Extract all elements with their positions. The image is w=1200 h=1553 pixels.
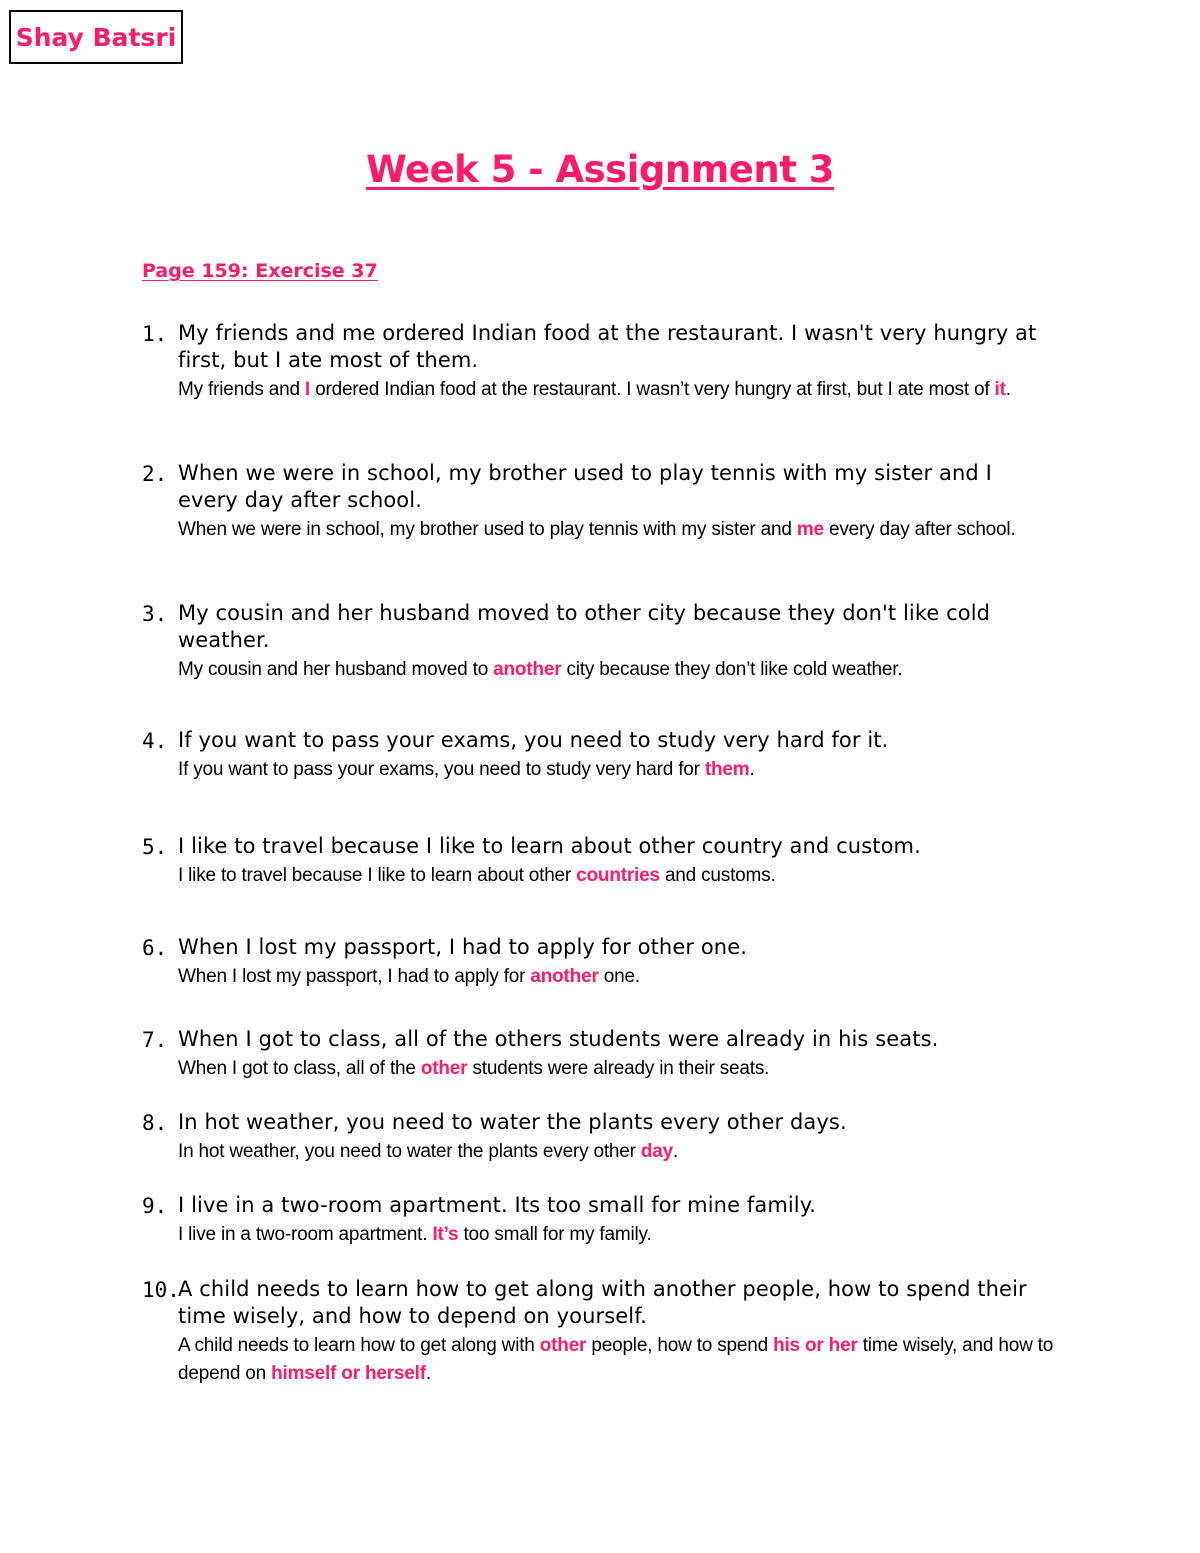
exercise-item bbox=[142, 600, 1072, 684]
correction-highlight: another bbox=[530, 966, 599, 987]
author-name-box bbox=[9, 10, 183, 64]
sentence-text: In hot weather, you need to water the plants every other bbox=[178, 1141, 641, 1162]
exercise-item bbox=[142, 934, 1072, 991]
section-heading: Page 159: Exercise 37 bbox=[142, 260, 378, 282]
exercise-item bbox=[142, 1276, 1072, 1388]
sentence-text: If you want to pass your exams, you need to study very hard for bbox=[178, 759, 705, 780]
corrected-sentence bbox=[178, 1055, 1068, 1083]
original-sentence: I like to travel because I like to learn about other country and custom. bbox=[178, 834, 921, 858]
original-sentence: When I lost my passport, I had to apply for other one. bbox=[178, 935, 748, 959]
original-sentence: My friends and me ordered Indian food at the restaurant. I wasn't very hungry at first, but I ate most of them. bbox=[178, 321, 1037, 372]
sentence-text: . bbox=[672, 1141, 679, 1162]
sentence-text: . bbox=[1005, 379, 1011, 400]
exercise-number: 7. bbox=[142, 1028, 168, 1052]
correction-highlight: other bbox=[539, 1335, 587, 1356]
correction-highlight: It’s bbox=[432, 1224, 459, 1245]
exercise-number: 5. bbox=[142, 835, 168, 859]
sentence-text: time wisely, and how to depend on bbox=[178, 1335, 1054, 1384]
sentence-text: students were already in their seats. bbox=[467, 1058, 770, 1079]
original-sentence: When I got to class, all of the others students were already in his seats. bbox=[178, 1027, 939, 1051]
sentence-text: When I lost my passport, I had to apply for bbox=[178, 966, 531, 987]
corrected-sentence bbox=[178, 516, 1068, 544]
sentence-text: My cousin and her husband moved to bbox=[178, 659, 494, 680]
correction-highlight: day bbox=[640, 1141, 673, 1162]
sentence-text: ordered Indian food at the restaurant. I wasn’t very hungry at first, but I ate most of bbox=[310, 379, 995, 400]
exercise-number: 2. bbox=[142, 462, 168, 486]
sentence-text: I live in a two-room apartment. bbox=[178, 1224, 433, 1245]
exercise-item bbox=[142, 460, 1072, 544]
correction-highlight: his or her bbox=[773, 1335, 858, 1356]
original-sentence: A child needs to learn how to get along with another people, how to spend their time wisely, and how to depend on yourself. bbox=[178, 1277, 1027, 1328]
original-sentence: My cousin and her husband moved to other city because they don't like cold weather. bbox=[178, 601, 991, 652]
sentence-text: I like to travel because I like to learn about other bbox=[178, 865, 577, 886]
sentence-text: When I got to class, all of the bbox=[178, 1058, 421, 1079]
original-sentence: In hot weather, you need to water the plants every other days. bbox=[178, 1110, 847, 1134]
sentence-text: A child needs to learn how to get along with bbox=[178, 1335, 540, 1356]
correction-highlight: I bbox=[304, 379, 310, 400]
sentence-text: people, how to spend bbox=[586, 1335, 774, 1356]
exercise-number: 1. bbox=[142, 322, 168, 346]
correction-highlight: other bbox=[420, 1058, 468, 1079]
corrected-sentence bbox=[178, 862, 1068, 890]
exercise-number: 3. bbox=[142, 602, 168, 626]
correction-highlight: himself or herself bbox=[271, 1363, 426, 1384]
corrected-sentence bbox=[178, 656, 1068, 684]
exercise-item bbox=[142, 320, 1072, 404]
corrected-sentence bbox=[178, 1138, 1068, 1166]
exercise-item bbox=[142, 833, 1072, 890]
correction-highlight: me bbox=[796, 519, 824, 540]
exercise-number: 10. bbox=[142, 1278, 180, 1302]
exercise-item bbox=[142, 727, 1072, 784]
original-sentence: If you want to pass your exams, you need to study very hard for it. bbox=[178, 728, 889, 752]
sentence-text: every day after school. bbox=[823, 519, 1016, 540]
sentence-text: city because they don’t like cold weather. bbox=[561, 659, 903, 680]
exercise-item bbox=[142, 1109, 1072, 1166]
sentence-text: When we were in school, my brother used to play tennis with my sister and bbox=[178, 519, 797, 540]
sentence-text: My friends and bbox=[178, 379, 305, 400]
correction-highlight: another bbox=[493, 659, 562, 680]
exercise-number: 8. bbox=[142, 1111, 168, 1135]
correction-highlight: them bbox=[704, 759, 750, 780]
original-sentence: When we were in school, my brother used to play tennis with my sister and I every day after school. bbox=[178, 461, 992, 512]
exercise-number: 4. bbox=[142, 729, 168, 753]
corrected-sentence bbox=[178, 756, 1068, 784]
sentence-text: . bbox=[425, 1363, 431, 1384]
page-title: Week 5 - Assignment 3 bbox=[365, 148, 835, 191]
corrected-sentence bbox=[178, 376, 1068, 404]
exercise-number: 6. bbox=[142, 936, 168, 960]
sentence-text: and customs. bbox=[659, 865, 776, 886]
exercise-item bbox=[142, 1026, 1072, 1083]
exercise-item bbox=[142, 1192, 1072, 1249]
corrected-sentence bbox=[178, 1221, 1068, 1249]
original-sentence: I live in a two-room apartment. Its too small for mine family. bbox=[178, 1193, 817, 1217]
corrected-sentence bbox=[178, 1332, 1068, 1388]
corrected-sentence bbox=[178, 963, 1068, 991]
exercise-number: 9. bbox=[142, 1194, 168, 1218]
correction-highlight: countries bbox=[576, 865, 660, 886]
author-name: Shay Batsri bbox=[15, 22, 177, 52]
sentence-text: too small for my family. bbox=[458, 1224, 652, 1245]
sentence-text: one. bbox=[598, 966, 640, 987]
correction-highlight: it bbox=[994, 379, 1006, 400]
sentence-text: . bbox=[749, 759, 755, 780]
